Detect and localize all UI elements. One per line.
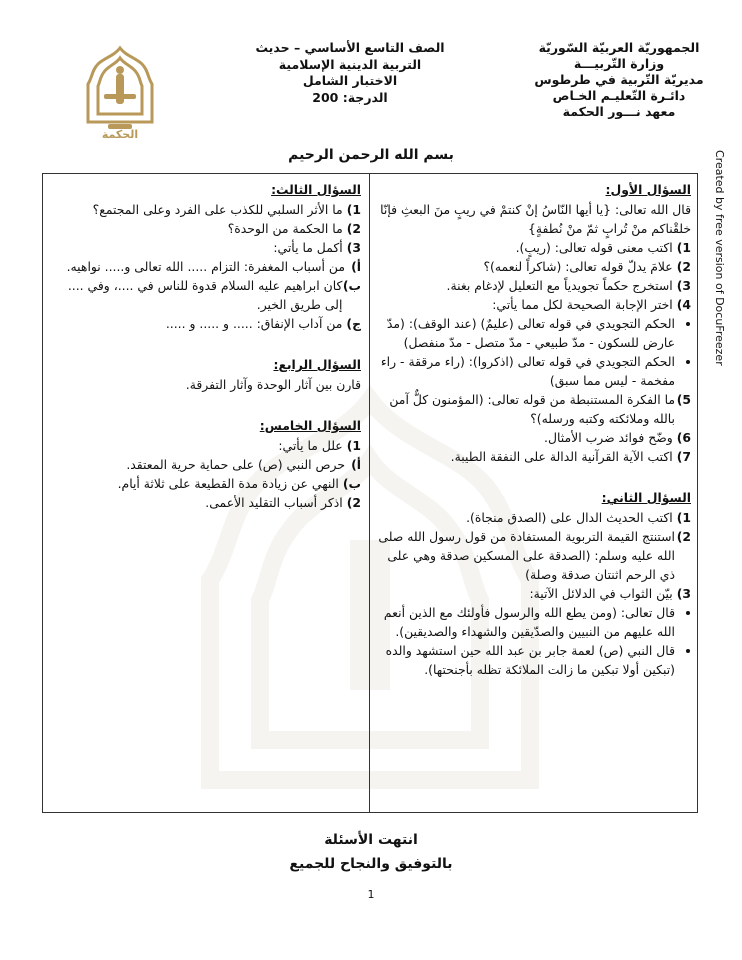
item-text: اكتب الآية القرآنية الدالة على النفقة الطيبة.	[450, 449, 673, 464]
item-number: 1)	[676, 510, 691, 525]
item-text: بيّن الثواب في الدلائل الآتية:	[529, 586, 673, 601]
q3-item	[49, 200, 361, 219]
header-institute: معهد نـــور الحكمة	[562, 104, 676, 119]
q3-item	[49, 219, 361, 238]
questions-frame	[42, 173, 698, 813]
choice-item	[373, 314, 675, 352]
right-column	[373, 180, 691, 679]
item-number: 2)	[676, 529, 691, 544]
item-number: 4)	[676, 297, 691, 312]
q1-item	[373, 295, 691, 314]
q1-item	[373, 257, 691, 276]
column-divider	[369, 174, 370, 812]
header-department: دائـرة التّعليـم الخـاص	[552, 88, 686, 103]
q1-item	[373, 276, 691, 295]
q1-item	[373, 390, 691, 428]
exam-footer	[0, 828, 742, 876]
subitem-text: من أسباب المغفرة: التزام ..... الله تعالى و..... نواهيه.	[66, 259, 345, 274]
q1-intro: قال الله تعالى: {يا أيها النّاسُ إنْ كنتمْ في ريبٍ منَ البعثِ فإنّا خلقْناكم منْ تُرابٍ ثمّ منْ نُطفةٍ}	[380, 202, 691, 236]
item-number: 5)	[676, 392, 691, 407]
subitem-text: من آداب الإنفاق: ..... و ..... و .....	[165, 316, 343, 331]
item-number: 2)	[346, 495, 361, 510]
logo-wordmark: الحكمة	[101, 128, 139, 140]
subitem-letter: أ)	[351, 259, 361, 274]
q2-item	[373, 508, 691, 527]
item-text: علامَ يدلّ قوله تعالى: (شاكراً لنعمه)؟	[483, 259, 673, 274]
item-number: 1)	[346, 438, 361, 453]
subitem-letter: ب)	[342, 278, 361, 293]
end-of-questions: انتهت الأسئلة	[324, 832, 418, 848]
subitem-letter: ب)	[342, 476, 361, 491]
good-luck-message: بالتوفيق والنجاح للجميع	[289, 856, 453, 872]
item-text: ما الأثر السلبي للكذب على الفرد وعلى المجتمع؟	[92, 202, 343, 217]
evidence-item: • قال تعالى: (ومن يطع الله والرسول فأولئك مع الذين أنعم الله عليهم من النبيين والصدّيقين والشهداء والصديقين).	[373, 603, 675, 641]
evidence-item: • قال النبي (ص) لعمة جابر بن عبد الله حين استشهد والده (تبكين أولا تبكين ما زالت الملائكة تظله بأجنحتها).	[373, 641, 675, 679]
item-text: ما الفكرة المستنبطة من قوله تعالى: (المؤمنون كلٌّ آمن بالله وملائكته وكتبه ورسله)؟	[389, 392, 675, 426]
basmala: بسم الله الرحمن الرحيم	[288, 147, 454, 163]
q2-item	[373, 584, 691, 603]
q2-evidence-list	[373, 603, 691, 679]
item-number: 2)	[676, 259, 691, 274]
item-text: ما الحكمة من الوحدة؟	[227, 221, 343, 236]
subitem-letter: أ)	[351, 457, 361, 472]
q1-choices	[373, 314, 691, 390]
page-number: 1	[367, 888, 375, 901]
header-ministry: وزارة التّربيـــة	[573, 56, 665, 71]
q4-title: السؤال الرابع:	[273, 357, 361, 372]
item-number: 2)	[346, 221, 361, 236]
q5-item	[49, 436, 361, 455]
q3-title: السؤال الثالث:	[271, 182, 361, 197]
item-text: استخرج حكماً تجويدياً مع التعليل لإدغام بغنة.	[446, 278, 673, 293]
subitem-text: حرص النبي (ص) على حماية حرية المعتقد.	[126, 457, 345, 472]
item-number: 3)	[676, 586, 691, 601]
subitem-text: النهي عن زيادة مدة القطيعة على ثلاثة أيام.	[117, 476, 339, 491]
q3-item	[49, 238, 361, 257]
q1-item	[373, 428, 691, 447]
q2-item	[373, 527, 691, 584]
item-text: اذكر أسباب التقليد الأعمى.	[205, 495, 343, 510]
item-number: 3)	[346, 240, 361, 255]
header-directorate: مديريّة التّربية في طرطوس	[534, 72, 704, 87]
q2-title: السؤال الثاني:	[601, 490, 691, 505]
ministry-header	[514, 40, 724, 120]
q5-subitem	[49, 455, 361, 474]
q3-subitem	[49, 257, 361, 276]
exam-info-header	[255, 40, 445, 106]
choice-item	[373, 352, 675, 390]
item-number: 7)	[676, 449, 691, 464]
exam-type: الاختبار الشامل	[302, 73, 398, 88]
choice-question: الحكم التجويدي في قوله تعالى (اذكروا): (راء مرققة - راء مفخمة - ليس مما سبق)	[380, 354, 675, 388]
q1-item	[373, 238, 691, 257]
exam-score: الدرجة: 200	[312, 89, 388, 105]
subitem-letter: ج)	[346, 316, 361, 331]
q4-text: قارن بين آثار الوحدة وآثار التفرقة.	[185, 377, 361, 392]
item-number: 1)	[676, 240, 691, 255]
item-number: 6)	[676, 430, 691, 445]
exam-subject: التربية الدينية الإسلامية	[278, 56, 422, 72]
header-country: الجمهوريّة العربيّة السّوريّة	[538, 40, 700, 55]
item-text: اكتب معنى قوله تعالى: (ريبٍ).	[515, 240, 673, 255]
left-column	[49, 180, 361, 512]
q5-item	[49, 493, 361, 512]
exam-grade: الصف التاسع الأساسي – حديث	[255, 40, 445, 55]
item-text: وضّح فوائد ضرب الأمثال.	[544, 430, 673, 445]
q5-subitem	[49, 474, 361, 493]
institute-logo	[74, 44, 166, 140]
item-text: اكتب الحديث الدال على (الصدق منجاة).	[466, 510, 673, 525]
choice-question: الحكم التجويدي في قوله تعالى (عليمٌ) (عند الوقف):	[408, 316, 675, 331]
choice-options: (مدّ عارض للسكون - مدّ طبيعي - مدّ متصل - مدّ منفصل)	[386, 316, 675, 350]
item-text: علل ما يأتي:	[278, 438, 343, 453]
item-text: استنتج القيمة التربوية المستفادة من قول رسول الله صلى الله عليه وسلم: (الصدقة على المسكين صدقة وهي على ذي الرحم اثنتان صدقة وصلة)	[378, 529, 675, 582]
item-text: اختر الإجابة الصحيحة لكل مما يأتي:	[492, 297, 673, 312]
subitem-text: كان ابراهيم عليه السلام قدوة للناس في ....، وفي .... إلى طريق الخير.	[67, 278, 343, 312]
q3-subitem	[49, 276, 361, 314]
item-number: 3)	[676, 278, 691, 293]
q5-title: السؤال الخامس:	[259, 418, 361, 433]
q1-title: السؤال الأول:	[605, 182, 691, 197]
docufreezer-note: Created by free version of DocuFreezer	[713, 150, 726, 366]
q1-item	[373, 447, 691, 466]
item-number: 1)	[346, 202, 361, 217]
item-text: أكمل ما يأتي:	[273, 240, 343, 255]
q3-subitem	[49, 314, 361, 333]
